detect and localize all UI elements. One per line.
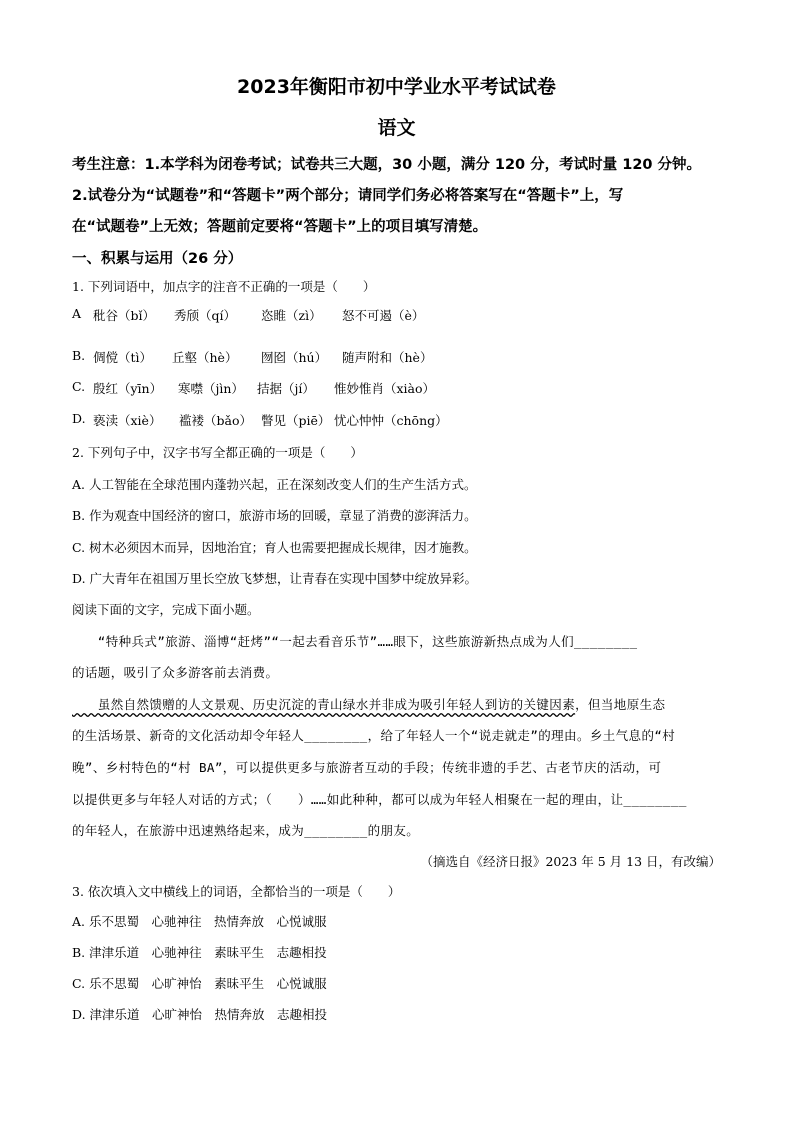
notice-line-2: 2.试卷分为“试题卷”和“答题卡”两个部分；请同学们务必将答案写在“答题卡”上，写 [72, 188, 624, 204]
q2-option-a: A. 人工智能在全球范围内蓬勃兴起，正在深刻改变人们的生产生活方式。 [72, 477, 477, 492]
option-label: C. [72, 379, 86, 394]
reading-intro: 阅读下面的文字，完成下面小题。 [72, 602, 260, 617]
passage-line: 的生活场景、新奇的文化活动却令年轻人________，给了年轻人一个“说走就走”的理由。乡土气息的“村 [72, 728, 676, 743]
option-word: 拮据（jí） [257, 381, 315, 396]
passage-source: （摘选自《经济日报》2023 年 5 月 13 日，有改编） [420, 854, 721, 869]
passage-line: 晚”、乡村特色的“村 BA”，可以提供更多与旅游者互动的手段；传统非遗的手艺、古老节庆的活动，可 [72, 760, 662, 775]
q2-stem: 2. 下列句子中，汉字书写全都正确的一项是（ ） [72, 445, 363, 460]
option-word: 囫囵（hú） [261, 350, 328, 365]
q3-option-c: C. 乐不思蜀 心旷神怡 素昧平生 心悦诚服 [72, 976, 327, 991]
subject-title: 语文 [377, 117, 416, 139]
exam-title: 2023年衡阳市初中学业水平考试试卷 [237, 76, 556, 98]
option-word: 秕谷（bǐ） [93, 308, 155, 323]
option-word: 惟妙惟肖（xiào） [334, 381, 436, 396]
option-word: 褴褛（bǎo） [179, 413, 252, 428]
option-word: 怒不可遏（è） [342, 308, 425, 323]
passage-line: 的话题，吸引了众多游客前去消费。 [72, 665, 279, 680]
option-word: 亵渎（xiè） [93, 413, 162, 428]
q3-option-d: D. 津津乐道 心旷神怡 热情奔放 志趣相投 [72, 1007, 328, 1022]
wavy-underlined-sentence: 虽然自然馈赠的人文景观、历史沉淀的青山绿水并非成为吸引年轻人到访的关键因素 [72, 697, 576, 712]
q2-option-d: D. 广大青年在祖国万里长空放飞梦想，让青春在实现中国梦中绽放异彩。 [72, 571, 478, 586]
passage-line: 以提供更多与年轻人对话的方式；（ ）……如此种种，都可以成为年轻人相聚在一起的理由，让________ [72, 792, 687, 807]
option-word: 丘壑（hè） [172, 350, 238, 365]
passage-line [72, 695, 665, 713]
q2-option-b: B. 作为观查中国经济的窗口，旅游市场的回暖，章显了消费的澎湃活力。 [72, 508, 477, 523]
option-label: A [72, 306, 82, 321]
passage-line: 的年轻人，在旅游中迅速熟络起来，成为________的朋友。 [72, 823, 420, 838]
option-word: 忧心忡忡（chōng） [334, 413, 448, 428]
section-heading: 一、积累与运用（26 分） [72, 251, 243, 267]
option-word: 倜傥（tì） [93, 350, 153, 365]
option-word: 殷红（yīn） [93, 381, 163, 396]
option-label: B. [72, 348, 86, 363]
q3-stem: 3. 依次填入文中横线上的词语，全都恰当的一项是（ ） [72, 884, 401, 899]
option-word: 瞥见（piē） [261, 413, 331, 428]
option-word: 寒噤（jìn） [178, 381, 244, 396]
option-word: 随声附和（hè） [342, 350, 433, 365]
option-word: 恣睢（zì） [261, 308, 322, 323]
passage-text: ，但当地原生态 [575, 697, 666, 712]
notice-line-1: 考生注意：1.本学科为闭卷考试；试卷共三大题，30 小题，满分 120 分，考试时量 120 分钟。 [72, 157, 702, 173]
q3-option-a: A. 乐不思蜀 心驰神往 热情奔放 心悦诚服 [72, 914, 327, 929]
notice-line-3: 在“试题卷”上无效；答题前定要将“答题卡”上的项目填写清楚。 [72, 219, 488, 235]
option-word: 秀颀（qí） [174, 308, 236, 323]
q1-stem: 1. 下列词语中，加点字的注音不正确的一项是（ ） [72, 279, 376, 294]
q2-option-c: C. 树木必须因木而异，因地治宜；育人也需要把握成长规律，因才施教。 [72, 540, 477, 555]
passage-line: “特种兵式”旅游、淄博“赶烤”“一起去看音乐节”……眼下，这些旅游新热点成为人们________ [72, 634, 638, 649]
option-label: D. [72, 411, 86, 426]
q3-option-b: B. 津津乐道 心驰神往 素昧平生 志趣相投 [72, 945, 327, 960]
